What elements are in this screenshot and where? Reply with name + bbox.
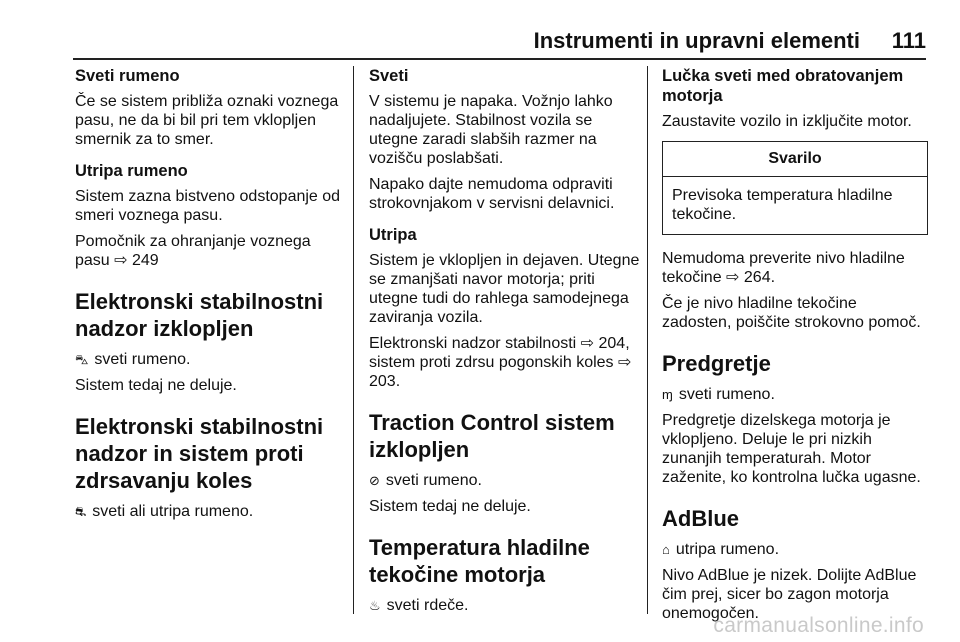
paragraph: Predgretje dizelskega motorja je vklopljeno. Deluje le pri nizkih zunanjih temperaturah. Motor zaženite, ko kontrolna lučka ugasne.	[662, 412, 921, 486]
column-middle	[369, 66, 641, 622]
section-heading: Utripa	[369, 226, 417, 244]
column-divider	[353, 66, 354, 614]
adblue-icon: ⌂	[662, 542, 670, 557]
paragraph-link: Nemudoma preverite nivo hladilne tekočine ⇨ 264.	[662, 250, 905, 286]
paragraph-link: Pomočnik za ohranjanje voznega pasu ⇨ 249	[75, 233, 311, 269]
section-heading: Sveti rumeno	[75, 67, 180, 85]
paragraph: ⛍ sveti rumeno.	[75, 351, 191, 368]
page-title: Instrumenti in upravni elementi	[533, 28, 860, 53]
esc-off-icon: ⛍	[75, 352, 89, 367]
esc-tc-icon: ⛐	[75, 504, 87, 519]
section-heading: Elektronski stabilnostni nadzor izklopljen	[75, 289, 324, 341]
glow-plug-icon: ɱ	[662, 387, 673, 402]
section-heading: Predgretje	[662, 351, 771, 376]
section-heading: Utripa rumeno	[75, 162, 188, 180]
page-number: 111	[891, 28, 926, 53]
paragraph: Če je nivo hladilne tekočine zadosten, poiščite strokovno pomoč.	[662, 295, 921, 331]
paragraph: ɱ sveti rumeno.	[662, 386, 775, 403]
paragraph: Sistem je vklopljen in dejaven. Utegne se zmanjšati navor motorja; priti utegne tudi do rahlega samodejnega zaviranja vozila.	[369, 252, 640, 326]
section-heading: Elektronski stabilnostni nadzor in sistem proti zdrsavanju koles	[75, 414, 324, 493]
paragraph: Če se sistem približa oznaki voznega pasu, ne da bi bil pri tem vklopljen smernik za to smer.	[75, 93, 339, 148]
paragraph: Sistem tedaj ne deluje.	[75, 377, 237, 394]
paragraph: ⊘ sveti rumeno.	[369, 472, 482, 489]
section-heading: Traction Control sistem izklopljen	[369, 410, 615, 462]
warning-text: Previsoka temperatura hladilne tekočine.	[672, 187, 893, 223]
traction-off-icon: ⊘	[369, 473, 380, 488]
section-heading: Temperatura hladilne tekočine motorja	[369, 535, 590, 587]
section-heading: Sveti	[369, 67, 409, 85]
column-left	[75, 66, 345, 528]
paragraph: Zaustavite vozilo in izključite motor.	[662, 113, 912, 130]
warning-box	[662, 141, 928, 235]
warning-title: Svarilo	[663, 142, 927, 177]
paragraph: Nivo AdBlue je nizek. Dolijte AdBlue čim prej, sicer bo zagon motorja onemogočen.	[662, 567, 917, 622]
section-heading: Lučka sveti med obratovanjem motorja	[662, 67, 904, 105]
paragraph-link: Elektronski nadzor stabilnosti ⇨ 204, sistem proti zdrsu pogonskih koles ⇨ 203.	[369, 335, 632, 390]
paragraph: Napako dajte nemudoma odpraviti strokovnjakom v servisni delavnici.	[369, 176, 615, 212]
paragraph: V sistemu je napaka. Vožnjo lahko nadaljujete. Stabilnost vozila se utegne zaradi slabših razmer na vozišču poslabšati.	[369, 93, 613, 167]
column-divider	[647, 66, 648, 614]
paragraph: ⌂ utripa rumeno.	[662, 541, 780, 558]
watermark: carmanualsonline.info	[713, 614, 924, 637]
column-right	[662, 66, 928, 630]
paragraph: ♨ sveti rdeče.	[369, 597, 469, 614]
section-heading: AdBlue	[662, 506, 739, 531]
paragraph: Sistem tedaj ne deluje.	[369, 498, 531, 515]
paragraph: Sistem zazna bistveno odstopanje od smeri voznega pasu.	[75, 188, 341, 224]
page-header	[73, 22, 926, 60]
coolant-temp-icon: ♨	[369, 598, 381, 613]
paragraph: ⛐ sveti ali utripa rumeno.	[75, 503, 254, 520]
